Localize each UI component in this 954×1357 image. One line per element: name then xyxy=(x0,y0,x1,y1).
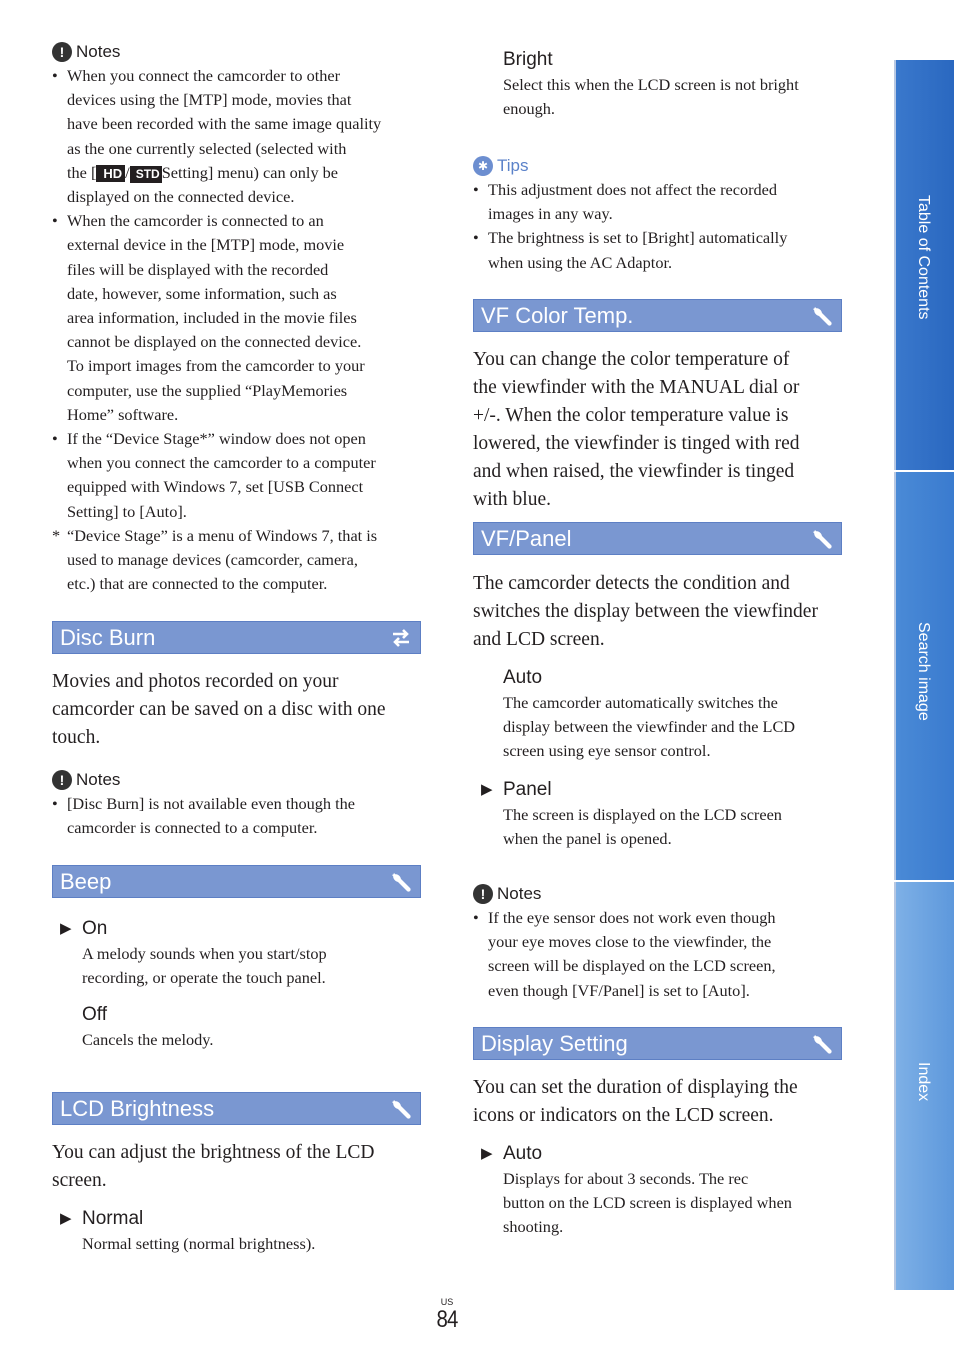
option-off: Off xyxy=(82,1004,107,1026)
notes-icon: ! xyxy=(52,770,72,790)
tab-search-image[interactable]: Search image xyxy=(894,472,954,880)
notes-heading: ! Notes xyxy=(52,40,424,64)
footnote: * “Device Stage” is a menu of Windows 7, that is used to manage devices (camcorder, camera, etc.) that are connected to the computer. xyxy=(52,524,424,597)
list-item: • If the “Device Stage*” window does not open when you connect the camcorder to a computer equipped with Windows 7, set [USB Connect Setting] to [Auto]. xyxy=(52,427,424,524)
section-title: Beep xyxy=(60,868,112,894)
left-column xyxy=(52,40,424,596)
option-normal: ▶ Normal xyxy=(82,1206,422,1232)
notes-icon: ! xyxy=(473,884,493,904)
list-item: • The brightness is set to [Bright] automatically when using the AC Adaptor. xyxy=(473,226,845,274)
lcd-brightness-options: ▶ Normal Normal setting (normal brightness). xyxy=(82,1206,422,1256)
tab-table-of-contents[interactable]: Table of Contents xyxy=(894,60,954,470)
lcd-brightness-description: You can adjust the brightness of the LCD screen. xyxy=(52,1142,375,1191)
list-item: • [Disc Burn] is not available even though the camcorder is connected to a computer. xyxy=(52,792,424,840)
default-triangle-icon: ▶ xyxy=(60,920,72,937)
option-bright: Bright xyxy=(503,49,553,70)
wrench-icon xyxy=(389,1097,413,1121)
beep-options: ▶ On A melody sounds when you start/stop recording, or operate the touch panel. Off Cancels the melody. xyxy=(82,916,422,1053)
disc-burn-notes xyxy=(52,768,424,840)
tips-section xyxy=(473,154,845,275)
section-bar-vf-panel xyxy=(473,522,842,555)
display-setting-description: You can set the duration of displaying the icons or indicators on the LCD screen. xyxy=(473,1077,798,1126)
wrench-icon xyxy=(810,527,834,551)
section-title: Disc Burn xyxy=(60,624,156,650)
section-title: VF Color Temp. xyxy=(481,302,634,328)
lightbulb-icon: ✱ xyxy=(473,156,493,176)
default-triangle-icon: ▶ xyxy=(481,780,493,798)
notes-list xyxy=(52,64,424,596)
wrench-icon xyxy=(810,304,834,328)
display-setting-options: ▶ Auto Displays for about 3 seconds. The rec button on the LCD screen is displayed when shooting. xyxy=(503,1141,848,1240)
transfer-arrows-icon xyxy=(389,626,413,650)
notes-heading: ! Notes xyxy=(52,768,424,792)
default-triangle-icon: ▶ xyxy=(60,1210,72,1227)
vf-color-temp-description: You can change the color temperature of the viewfinder with the MANUAL dial or +/-. When the color temperature value is lowered, the viewfinder is tinged with red and when raised, the viewfinder is tinged with blue. xyxy=(473,349,800,510)
list-item: • This adjustment does not affect the recorded images in any way. xyxy=(473,178,845,226)
tab-index[interactable]: Index xyxy=(894,882,954,1290)
list-item: • If the eye sensor does not work even though your eye moves close to the viewfinder, the screen will be displayed on the LCD screen, even though [VF/Panel] is set to [Auto]. xyxy=(473,906,848,1003)
section-bar-vf-color-temp xyxy=(473,299,842,332)
list-item: • When the camcorder is connected to an external device in the [MTP] mode, movie files will be displayed with the recorded date, however, some information, such as area information, included in the movie files cannot be displayed on the connected device. To import images from the camcorder to your computer, use the supplied “PlayMemories Home” software. xyxy=(52,209,424,427)
section-title: Display Setting xyxy=(481,1030,628,1056)
notes-heading: ! Notes xyxy=(473,882,848,906)
section-bar-beep xyxy=(52,865,421,898)
option-on: ▶ On xyxy=(82,916,422,942)
hd-quality-icon: HD xyxy=(96,165,125,182)
option-auto: ▶ Auto xyxy=(503,1141,848,1167)
section-bar-lcd-brightness xyxy=(52,1092,421,1125)
std-quality-icon: STD xyxy=(130,166,162,183)
tips-heading: ✱ Tips xyxy=(473,154,845,178)
option-panel: ▶ Panel xyxy=(503,777,848,803)
disc-burn-description: Movies and photos recorded on your camcorder can be saved on a disc with one touch. xyxy=(52,671,386,748)
bright-option: Bright Select this when the LCD screen is not bright enough. xyxy=(503,47,848,121)
vf-panel-notes xyxy=(473,882,848,1003)
section-title: LCD Brightness xyxy=(60,1095,215,1121)
list-item: • When you connect the camcorder to other devices using the [MTP] mode, movies that have been recorded with the same image quality as the one currently selected (selected with the [ HD / STD Setting] menu) can only be displayed on the connected device. xyxy=(52,64,424,209)
option-auto: Auto xyxy=(503,667,543,688)
page-number: US 84 xyxy=(436,1297,458,1333)
section-title: VF/Panel xyxy=(481,525,572,551)
notes-icon: ! xyxy=(52,42,72,62)
wrench-icon xyxy=(389,870,413,894)
wrench-icon xyxy=(810,1032,834,1056)
vf-panel-description: The camcorder detects the condition and switches the display between the viewfinder and LCD screen. xyxy=(473,573,818,650)
section-bar-display-setting xyxy=(473,1027,842,1060)
vf-panel-options: Auto The camcorder automatically switches the display between the viewfinder and the LCD screen using eye sensor control. ▶ Panel The screen is displayed on the LCD screen when the panel is opened. xyxy=(503,665,848,851)
default-triangle-icon: ▶ xyxy=(481,1145,493,1162)
section-bar-disc-burn xyxy=(52,621,421,654)
